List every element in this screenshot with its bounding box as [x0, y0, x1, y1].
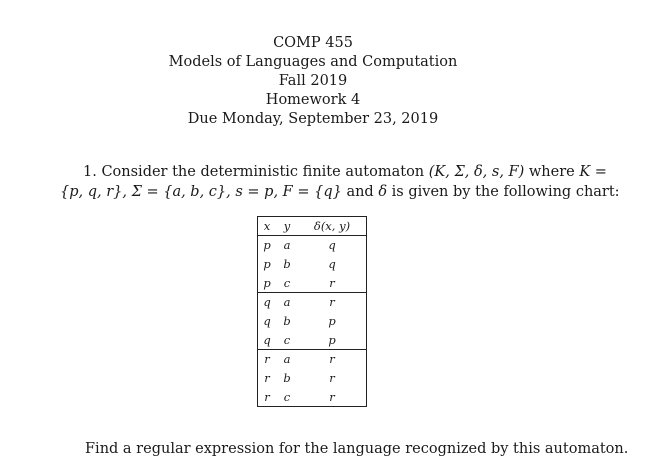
cell-state: p	[258, 273, 277, 292]
cell-state: p	[263, 238, 271, 253]
cell-symbol: b	[283, 257, 291, 272]
document-header	[0, 34, 626, 129]
table-row	[258, 236, 367, 255]
table-row	[258, 369, 367, 388]
header-x: x	[258, 217, 277, 236]
cell-next-state: r	[329, 371, 335, 386]
transition-table-container	[257, 216, 367, 407]
chart-intro: is given by the following chart:	[391, 183, 620, 200]
table-row	[258, 293, 367, 312]
table-row	[258, 273, 367, 292]
cell-symbol: a	[283, 238, 291, 253]
dfa-definitions: {p, q, r}, Σ = {a, b, c}, s = p, F = {q}	[60, 183, 342, 200]
table-row	[258, 312, 367, 331]
delta-symbol: δ	[378, 183, 388, 200]
cell-next-state: r	[329, 352, 335, 367]
due-date: Due Monday, September 23, 2019	[187, 111, 439, 127]
course-title: Models of Languages and Computation	[168, 54, 458, 70]
cell-symbol: c	[276, 330, 298, 349]
cell-state: q	[258, 330, 277, 349]
cell-next-state: p	[298, 330, 367, 349]
problem-line-1	[60, 163, 607, 183]
problem-number: 1.	[83, 164, 97, 180]
cell-symbol: b	[283, 371, 291, 386]
header-y: y	[276, 217, 298, 236]
cell-symbol: a	[283, 352, 291, 367]
cell-next-state: r	[329, 295, 335, 310]
cell-state: q	[263, 314, 271, 329]
k-equals: K =	[579, 164, 607, 180]
table-row	[258, 255, 367, 274]
cell-symbol: a	[283, 295, 291, 310]
cell-symbol: b	[283, 314, 291, 329]
cell-next-state: r	[329, 389, 335, 404]
cell-symbol: c	[283, 389, 291, 404]
problem-statement	[60, 163, 620, 202]
and-word: and	[346, 183, 374, 200]
dfa-tuple: (K, Σ, δ, s, F)	[428, 164, 525, 180]
cell-next-state: q	[328, 257, 336, 272]
cell-next-state: q	[328, 238, 336, 253]
problem-instruction: Find a regular expression for the language recognized by this automaton.	[85, 441, 629, 457]
header-delta: δ(x, y)	[298, 217, 367, 236]
cell-state: p	[263, 257, 271, 272]
cell-symbol: c	[276, 273, 298, 292]
course-code: COMP 455	[273, 35, 353, 51]
transition-table	[257, 216, 367, 407]
cell-state: r	[264, 389, 270, 404]
term: Fall 2019	[278, 73, 348, 89]
table-row	[258, 350, 367, 369]
table-row	[258, 330, 367, 349]
assignment-title: Homework 4	[265, 92, 361, 108]
cell-state: r	[264, 352, 270, 367]
problem-line-2	[60, 183, 620, 203]
cell-next-state: p	[328, 314, 336, 329]
where-word: where	[528, 164, 575, 180]
table-row	[258, 388, 367, 407]
cell-state: q	[263, 295, 271, 310]
problem-text-intro: Consider the deterministic finite automaton	[101, 164, 425, 180]
cell-state: r	[264, 371, 270, 386]
cell-next-state: r	[298, 273, 367, 292]
